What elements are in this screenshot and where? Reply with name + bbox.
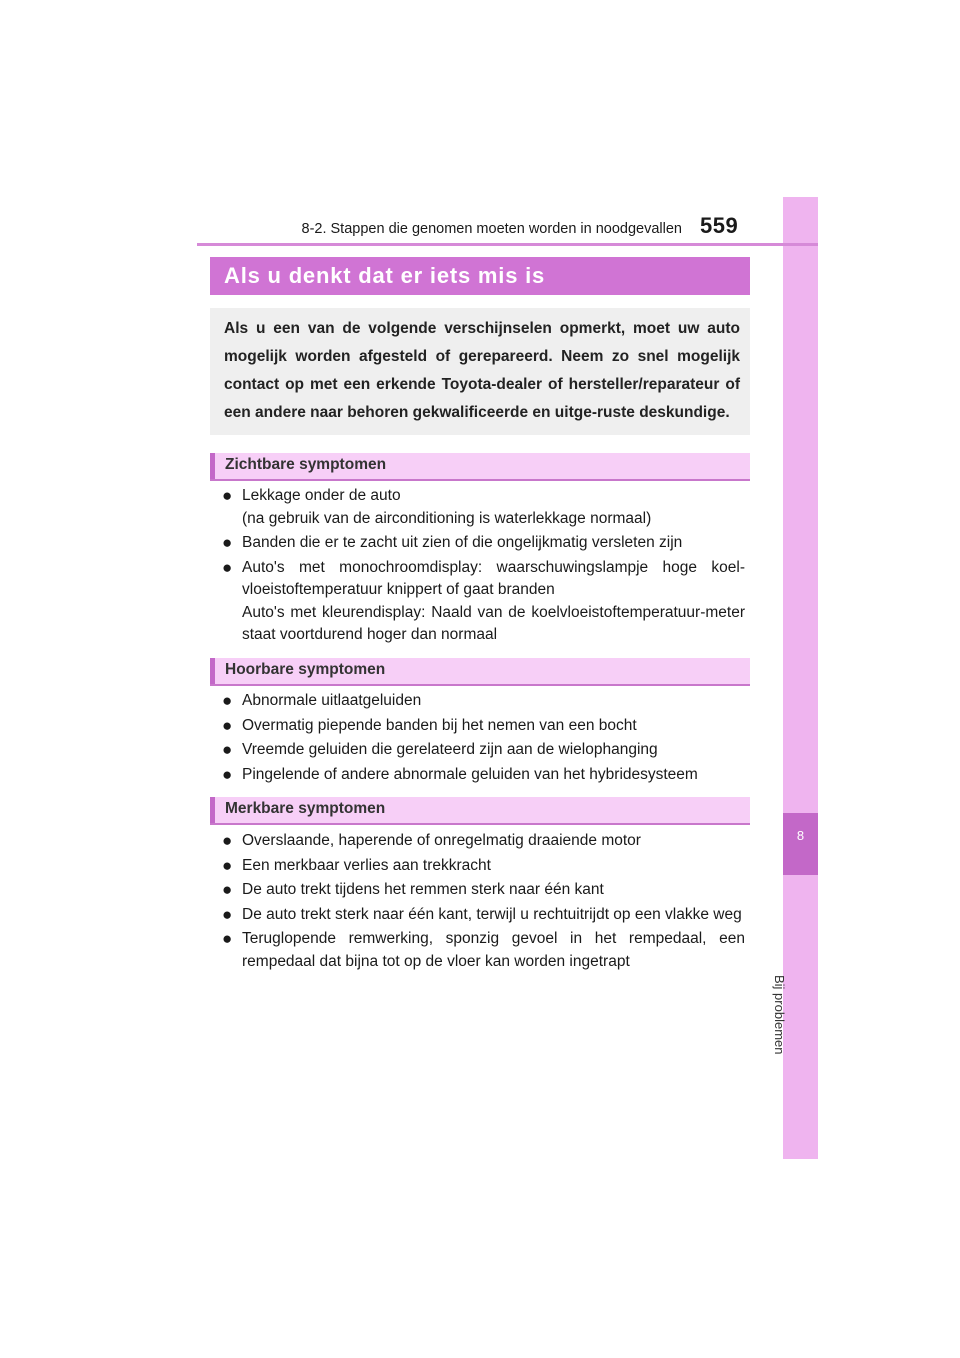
intro-box bbox=[210, 308, 750, 435]
bullet-icon: ● bbox=[222, 929, 233, 948]
header-rule bbox=[197, 243, 818, 246]
list-item: ● De auto trekt sterk naar één kant, terwijl u rechtuitrijdt op een vlakke weg bbox=[222, 904, 745, 927]
bullet-icon: ● bbox=[222, 691, 233, 710]
bullet-list-tangible bbox=[222, 830, 745, 975]
list-item: ● De auto trekt tijdens het remmen sterk naar één kant bbox=[222, 879, 745, 902]
chapter-number-block bbox=[783, 813, 818, 875]
section-header-visible bbox=[210, 453, 750, 481]
section-title: Zichtbare symptomen bbox=[225, 456, 387, 473]
main-heading-bar bbox=[210, 257, 750, 295]
bullet-icon: ● bbox=[222, 715, 233, 735]
chapter-number: 8 bbox=[796, 828, 805, 843]
intro-text: Als u een van de volgende verschijnselen opmerkt, moet uw auto mogelijk worden afgesteld of gerepareerd. Neem zo snel mogelijk contact op met een erkende Toyota-dealer of hersteller/reparateur of een andere naar behoren gekwalificeerde en uitge-ruste deskundige. bbox=[224, 320, 740, 421]
list-item: ● Banden die er te zacht uit zien of die ongelijkmatig versleten zijn bbox=[222, 532, 745, 555]
section-header-tangible bbox=[210, 797, 750, 825]
bullet-icon: ● bbox=[222, 533, 233, 552]
section-header-audible bbox=[210, 658, 750, 686]
chapter-title: Bij problemen bbox=[772, 975, 787, 1055]
list-item: ● Auto's met monochroomdisplay: waarschuwingslampje hoge koel-vloeistoftemperatuur knippert of gaat branden Auto's met kleurendisplay: Naald van de koelvloeistoftemperatuur-meter staat voortdurend hoger dan normaal bbox=[222, 557, 745, 643]
list-item: ● Overslaande, haperende of onregelmatig draaiende motor bbox=[222, 830, 745, 853]
list-item: ● Abnormale uitlaatgeluiden bbox=[222, 690, 745, 713]
bullet-icon: ● bbox=[222, 855, 233, 875]
bullet-list-audible bbox=[222, 690, 745, 788]
list-item: ● Overmatig piepende banden bij het nemen van een bocht bbox=[222, 715, 745, 738]
list-item: ● Een merkbaar verlies aan trekkracht bbox=[222, 855, 745, 878]
bullet-icon: ● bbox=[222, 764, 233, 784]
chapter-side-tab bbox=[783, 197, 818, 1159]
list-item: ● Teruglopende remwerking, sponzig gevoel in het rempedaal, een rempedaal dat bijna tot op de vloer kan worden ingetrapt bbox=[222, 929, 745, 970]
list-item: ● Pingelende of andere abnormale geluiden van het hybridesysteem bbox=[222, 764, 745, 787]
bullet-icon: ● bbox=[222, 486, 233, 505]
bullet-icon: ● bbox=[222, 557, 233, 577]
list-item: ● Vreemde geluiden die gerelateerd zijn aan de wielophanging bbox=[222, 739, 745, 762]
running-header: 8-2. Stappen die genomen moeten worden in noodgevallen bbox=[301, 221, 682, 237]
list-item: ● Lekkage onder de auto (na gebruik van de airconditioning is waterlekkage normaal) bbox=[222, 486, 652, 527]
main-heading: Als u denkt dat er iets mis is bbox=[224, 263, 546, 288]
bullet-icon: ● bbox=[222, 880, 233, 899]
bullet-icon: ● bbox=[222, 831, 233, 850]
bullet-list-visible bbox=[222, 485, 745, 649]
bullet-icon: ● bbox=[222, 904, 233, 924]
bullet-icon: ● bbox=[222, 740, 233, 759]
page-number: 559 bbox=[700, 213, 739, 238]
section-title: Merkbare symptomen bbox=[225, 800, 386, 817]
section-title: Hoorbare symptomen bbox=[225, 661, 386, 678]
